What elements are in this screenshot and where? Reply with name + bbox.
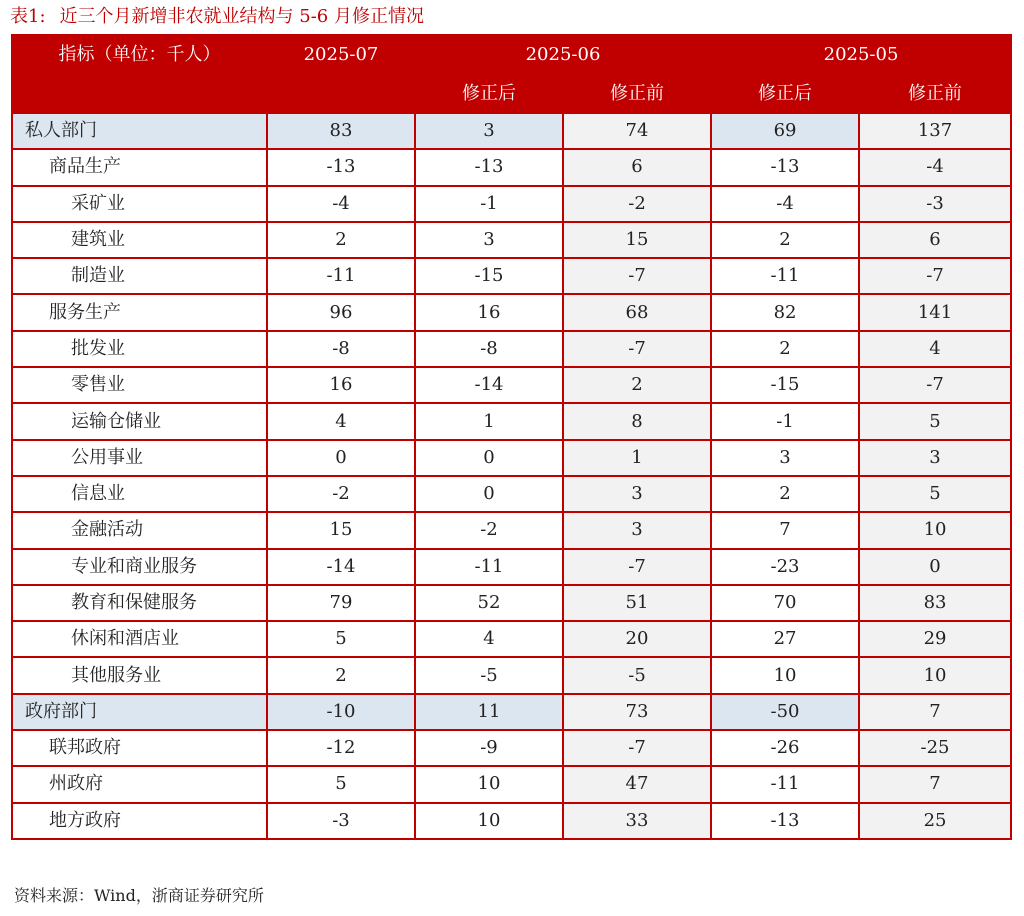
table-row <box>12 149 1011 185</box>
row-label: 采矿业 <box>12 186 267 222</box>
table-row <box>12 512 1011 548</box>
cell-jul: -8 <box>267 331 415 367</box>
cell-jun-revised: -15 <box>415 258 563 294</box>
table-caption <box>10 4 424 30</box>
cell-jun-pre-revision: -5 <box>563 657 711 693</box>
header-indicator: 指标（单位：千人） <box>12 35 267 74</box>
cell-jun-pre-revision: 74 <box>563 113 711 149</box>
cell-may-revised: 27 <box>711 621 859 657</box>
row-label: 政府部门 <box>12 694 267 730</box>
cell-may-revised: -13 <box>711 149 859 185</box>
cell-may-revised: -11 <box>711 258 859 294</box>
cell-jul: -12 <box>267 730 415 766</box>
cell-may-revised: -13 <box>711 803 859 839</box>
cell-may-pre-revision: 7 <box>859 694 1011 730</box>
cell-may-pre-revision: -4 <box>859 149 1011 185</box>
header-period-2025-06: 2025-06 <box>415 35 711 74</box>
cell-jul: -14 <box>267 549 415 585</box>
header-period-2025-05: 2025-05 <box>711 35 1011 74</box>
cell-jun-revised: -9 <box>415 730 563 766</box>
cell-jun-revised: 4 <box>415 621 563 657</box>
cell-jun-revised: -14 <box>415 367 563 403</box>
row-label: 制造业 <box>12 258 267 294</box>
row-label: 公用事业 <box>12 440 267 476</box>
header-blank <box>12 74 267 113</box>
cell-may-revised: 2 <box>711 331 859 367</box>
table-number: 表1: <box>10 6 46 27</box>
cell-jun-revised: -2 <box>415 512 563 548</box>
header-blank <box>267 74 415 113</box>
cell-jun-revised: -13 <box>415 149 563 185</box>
header-may-revised: 修正后 <box>711 74 859 113</box>
row-label: 建筑业 <box>12 222 267 258</box>
cell-jun-pre-revision: -7 <box>563 258 711 294</box>
cell-jun-pre-revision: 51 <box>563 585 711 621</box>
table-row <box>12 186 1011 222</box>
cell-may-pre-revision: 5 <box>859 476 1011 512</box>
cell-jun-revised: 10 <box>415 803 563 839</box>
header-may-pre-revision: 修正前 <box>859 74 1011 113</box>
cell-may-pre-revision: 7 <box>859 766 1011 802</box>
cell-jun-revised: 3 <box>415 222 563 258</box>
row-label: 批发业 <box>12 331 267 367</box>
cell-may-pre-revision: -3 <box>859 186 1011 222</box>
row-label: 运输仓储业 <box>12 403 267 439</box>
cell-jun-revised: 52 <box>415 585 563 621</box>
cell-jul: 2 <box>267 657 415 693</box>
table-row <box>12 331 1011 367</box>
cell-jun-pre-revision: -7 <box>563 331 711 367</box>
cell-jun-revised: -11 <box>415 549 563 585</box>
cell-may-revised: 10 <box>711 657 859 693</box>
cell-may-pre-revision: 5 <box>859 403 1011 439</box>
header-row-periods <box>12 35 1011 74</box>
cell-may-pre-revision: -25 <box>859 730 1011 766</box>
cell-jul: 0 <box>267 440 415 476</box>
table-row <box>12 730 1011 766</box>
cell-may-pre-revision: 10 <box>859 657 1011 693</box>
cell-jul: 79 <box>267 585 415 621</box>
cell-may-revised: -23 <box>711 549 859 585</box>
cell-jul: 16 <box>267 367 415 403</box>
table-row <box>12 766 1011 802</box>
cell-may-revised: -4 <box>711 186 859 222</box>
table-row <box>12 621 1011 657</box>
cell-jun-pre-revision: 1 <box>563 440 711 476</box>
row-label: 信息业 <box>12 476 267 512</box>
row-label: 商品生产 <box>12 149 267 185</box>
cell-may-revised: 3 <box>711 440 859 476</box>
table-row <box>12 113 1011 149</box>
row-label: 金融活动 <box>12 512 267 548</box>
header-jun-revised: 修正后 <box>415 74 563 113</box>
cell-jun-pre-revision: 6 <box>563 149 711 185</box>
cell-may-revised: -15 <box>711 367 859 403</box>
cell-may-revised: -11 <box>711 766 859 802</box>
cell-may-pre-revision: 141 <box>859 294 1011 330</box>
cell-may-revised: 69 <box>711 113 859 149</box>
row-label: 联邦政府 <box>12 730 267 766</box>
cell-jun-pre-revision: 33 <box>563 803 711 839</box>
cell-may-pre-revision: 29 <box>859 621 1011 657</box>
row-label: 零售业 <box>12 367 267 403</box>
table-row <box>12 549 1011 585</box>
cell-may-revised: -50 <box>711 694 859 730</box>
cell-jun-pre-revision: 47 <box>563 766 711 802</box>
cell-jun-pre-revision: -2 <box>563 186 711 222</box>
cell-may-pre-revision: 4 <box>859 331 1011 367</box>
cell-jun-pre-revision: 20 <box>563 621 711 657</box>
header-jun-pre-revision: 修正前 <box>563 74 711 113</box>
cell-jun-revised: 3 <box>415 113 563 149</box>
cell-may-revised: 70 <box>711 585 859 621</box>
row-label: 休闲和酒店业 <box>12 621 267 657</box>
cell-jun-pre-revision: 73 <box>563 694 711 730</box>
cell-may-revised: 2 <box>711 222 859 258</box>
cell-may-revised: -1 <box>711 403 859 439</box>
header-period-2025-07: 2025-07 <box>267 35 415 74</box>
cell-jul: -4 <box>267 186 415 222</box>
cell-jun-pre-revision: 8 <box>563 403 711 439</box>
table-row <box>12 294 1011 330</box>
cell-jun-pre-revision: 3 <box>563 512 711 548</box>
header-row-revision <box>12 74 1011 113</box>
table-row <box>12 585 1011 621</box>
cell-jun-revised: -8 <box>415 331 563 367</box>
row-label: 教育和保健服务 <box>12 585 267 621</box>
cell-may-revised: 2 <box>711 476 859 512</box>
table-row <box>12 440 1011 476</box>
cell-may-revised: -26 <box>711 730 859 766</box>
cell-jul: -10 <box>267 694 415 730</box>
cell-jul: 5 <box>267 621 415 657</box>
row-label: 其他服务业 <box>12 657 267 693</box>
table-row <box>12 222 1011 258</box>
table-row <box>12 803 1011 839</box>
source-note: 资料来源：Wind，浙商证券研究所 <box>14 886 264 905</box>
cell-may-revised: 82 <box>711 294 859 330</box>
cell-may-pre-revision: -7 <box>859 367 1011 403</box>
row-label: 专业和商业服务 <box>12 549 267 585</box>
table-row <box>12 476 1011 512</box>
row-label: 地方政府 <box>12 803 267 839</box>
cell-jun-revised: 11 <box>415 694 563 730</box>
cell-jun-pre-revision: -7 <box>563 730 711 766</box>
table-row <box>12 403 1011 439</box>
table-row <box>12 367 1011 403</box>
cell-jun-revised: 10 <box>415 766 563 802</box>
cell-may-pre-revision: 3 <box>859 440 1011 476</box>
cell-jun-pre-revision: 3 <box>563 476 711 512</box>
cell-jun-revised: 0 <box>415 440 563 476</box>
cell-may-pre-revision: -7 <box>859 258 1011 294</box>
cell-jun-revised: -5 <box>415 657 563 693</box>
cell-jun-pre-revision: 15 <box>563 222 711 258</box>
table-row <box>12 258 1011 294</box>
cell-may-pre-revision: 6 <box>859 222 1011 258</box>
cell-jul: -2 <box>267 476 415 512</box>
employment-table <box>11 34 1012 840</box>
row-label: 服务生产 <box>12 294 267 330</box>
cell-may-pre-revision: 25 <box>859 803 1011 839</box>
cell-jun-pre-revision: -7 <box>563 549 711 585</box>
row-label: 私人部门 <box>12 113 267 149</box>
cell-jul: 96 <box>267 294 415 330</box>
cell-jun-revised: -1 <box>415 186 563 222</box>
cell-jul: -13 <box>267 149 415 185</box>
cell-jul: -3 <box>267 803 415 839</box>
cell-jun-revised: 1 <box>415 403 563 439</box>
cell-jul: 4 <box>267 403 415 439</box>
cell-jun-pre-revision: 68 <box>563 294 711 330</box>
cell-jun-pre-revision: 2 <box>563 367 711 403</box>
cell-may-pre-revision: 83 <box>859 585 1011 621</box>
table-row <box>12 694 1011 730</box>
cell-jun-revised: 0 <box>415 476 563 512</box>
cell-jul: -11 <box>267 258 415 294</box>
table-title: 近三个月新增非农就业结构与 5-6 月修正情况 <box>59 6 424 27</box>
cell-jun-revised: 16 <box>415 294 563 330</box>
cell-jul: 5 <box>267 766 415 802</box>
cell-may-pre-revision: 137 <box>859 113 1011 149</box>
cell-jul: 2 <box>267 222 415 258</box>
row-label: 州政府 <box>12 766 267 802</box>
table-row <box>12 657 1011 693</box>
cell-may-pre-revision: 10 <box>859 512 1011 548</box>
cell-may-revised: 7 <box>711 512 859 548</box>
cell-may-pre-revision: 0 <box>859 549 1011 585</box>
cell-jul: 15 <box>267 512 415 548</box>
cell-jul: 83 <box>267 113 415 149</box>
